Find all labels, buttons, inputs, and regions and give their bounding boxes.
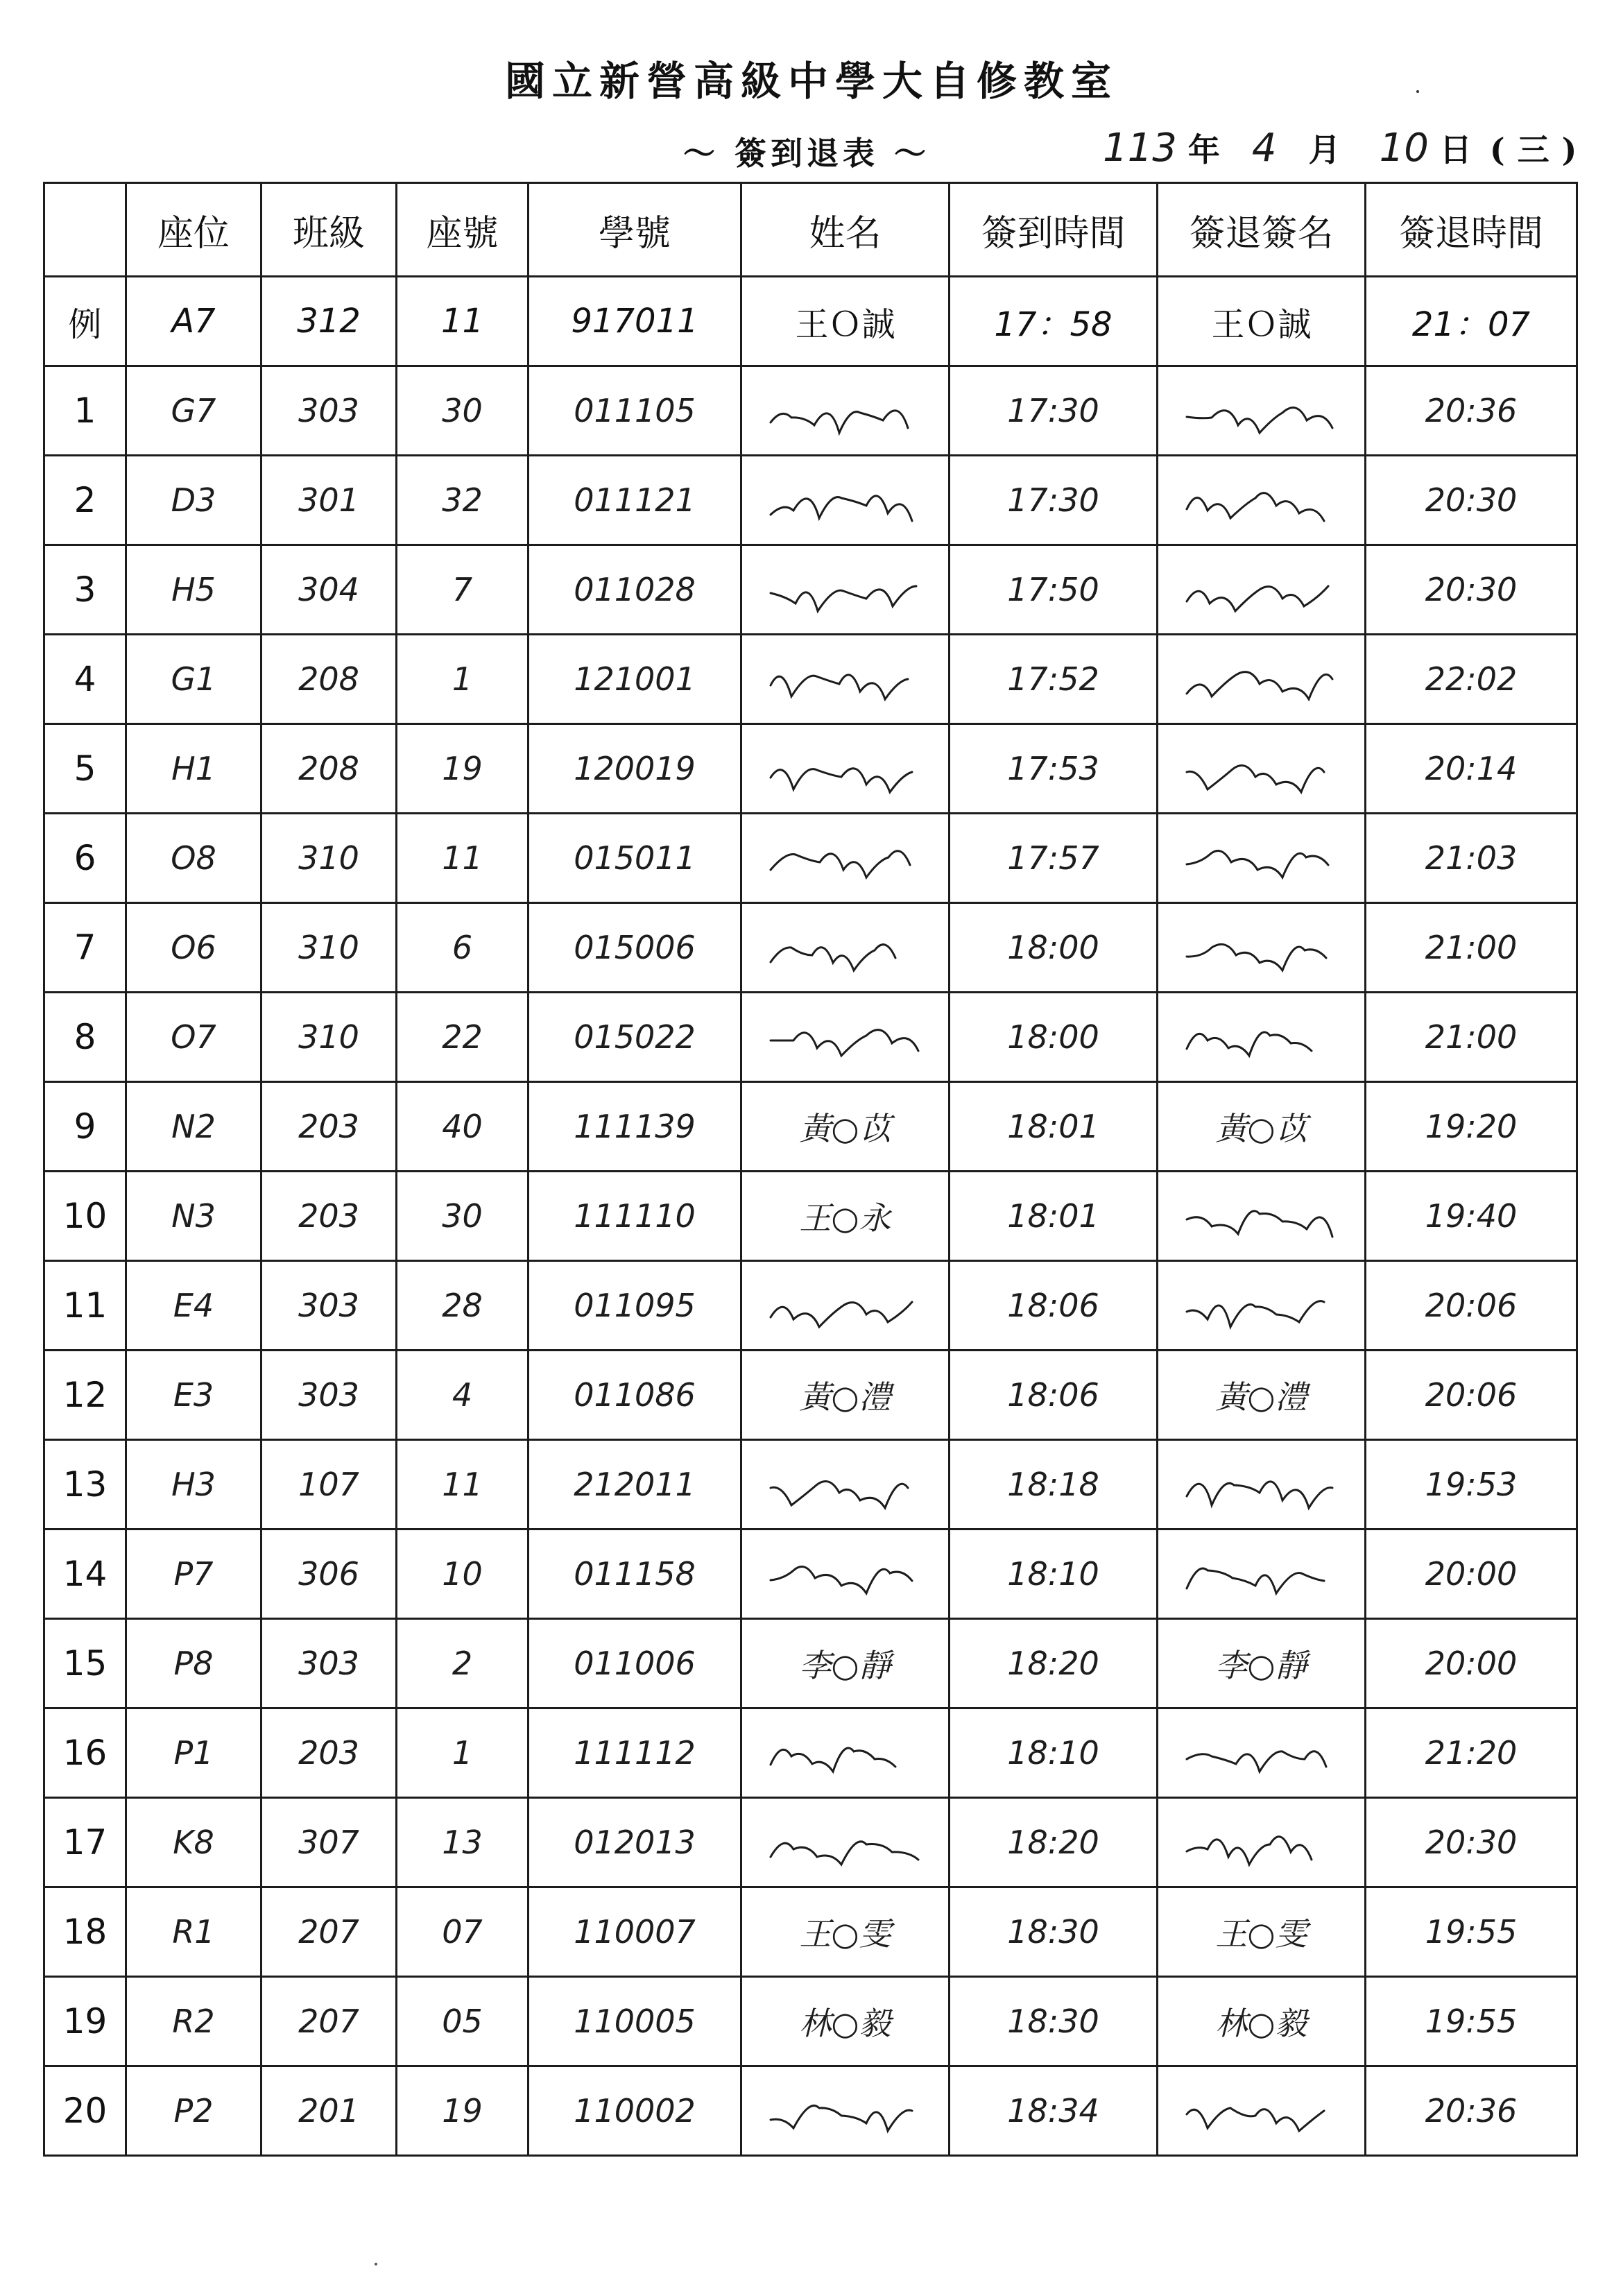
checkin-time-cell: 18:01 bbox=[950, 1172, 1158, 1261]
student-id-cell: 110002 bbox=[529, 2066, 741, 2156]
form-subtitle: ～ 簽到退表 ～ bbox=[683, 135, 931, 172]
student-id-cell: 011158 bbox=[529, 1530, 741, 1619]
checkout-time-cell: 19:55 bbox=[1366, 1977, 1577, 2066]
class-cell: 203 bbox=[261, 1082, 397, 1172]
example-label: 例 bbox=[44, 277, 126, 366]
date-day-suffix: 日 bbox=[1439, 131, 1472, 169]
student-id-cell: 110005 bbox=[529, 1977, 741, 2066]
row-number: 3 bbox=[44, 545, 126, 635]
seat-cell: O7 bbox=[126, 993, 261, 1082]
name-cell: 黃○苡 bbox=[741, 1082, 950, 1172]
signature-scribble bbox=[1178, 1274, 1345, 1337]
table-row bbox=[44, 545, 1577, 635]
checkout-signature-cell: 林○毅 bbox=[1158, 1977, 1366, 2066]
row-number: 20 bbox=[44, 2066, 126, 2156]
page-title: 國立新營高級中學大自修教室 bbox=[504, 58, 1118, 105]
checkout-time-cell: 19:55 bbox=[1366, 1887, 1577, 1977]
table-row bbox=[44, 1977, 1577, 2066]
seat-no-cell: 32 bbox=[397, 456, 529, 545]
student-id-cell: 012013 bbox=[529, 1798, 741, 1887]
class-cell: 303 bbox=[261, 1619, 397, 1708]
stray-dot bbox=[375, 2263, 377, 2265]
checkout-time-cell: 20:00 bbox=[1366, 1619, 1577, 1708]
name-signature-cell bbox=[741, 545, 950, 635]
checkout-time-cell: 20:06 bbox=[1366, 1351, 1577, 1440]
name-cell: 王○雯 bbox=[741, 1887, 950, 1977]
seat-no-cell: 19 bbox=[397, 2066, 529, 2156]
checkout-signature-cell bbox=[1158, 545, 1366, 635]
date-year-suffix: 年 bbox=[1187, 131, 1220, 169]
name-cell: 李○靜 bbox=[741, 1619, 950, 1708]
checkout-time-cell: 20:06 bbox=[1366, 1261, 1577, 1351]
example-checkin-time: 17：58 bbox=[950, 277, 1158, 366]
signature-scribble bbox=[762, 1274, 929, 1337]
date-weekday: (三) bbox=[1489, 131, 1590, 169]
signature-scribble bbox=[1178, 1722, 1345, 1784]
checkin-time-cell: 17:52 bbox=[950, 635, 1158, 724]
table-row bbox=[44, 366, 1577, 456]
seat-no-cell: 10 bbox=[397, 1530, 529, 1619]
seat-no-cell: 6 bbox=[397, 903, 529, 993]
row-number: 2 bbox=[44, 456, 126, 545]
checkout-time-cell: 19:40 bbox=[1366, 1172, 1577, 1261]
checkout-signature-cell bbox=[1158, 993, 1366, 1082]
name-signature-cell bbox=[741, 993, 950, 1082]
checkout-time-cell: 19:20 bbox=[1366, 1082, 1577, 1172]
example-student-id: 917011 bbox=[529, 277, 741, 366]
seat-cell: R2 bbox=[126, 1977, 261, 2066]
checkout-time-cell: 20:14 bbox=[1366, 724, 1577, 814]
student-id-cell: 011095 bbox=[529, 1261, 741, 1351]
table-row bbox=[44, 1798, 1577, 1887]
signature-scribble bbox=[1178, 1543, 1345, 1605]
seat-no-cell: 11 bbox=[397, 814, 529, 903]
class-cell: 203 bbox=[261, 1708, 397, 1798]
signature-scribble bbox=[1178, 558, 1345, 621]
header-student-id: 學號 bbox=[529, 183, 741, 277]
example-row bbox=[44, 277, 1577, 366]
row-number: 12 bbox=[44, 1351, 126, 1440]
checkin-time-cell: 18:00 bbox=[950, 993, 1158, 1082]
table-row bbox=[44, 2066, 1577, 2156]
class-cell: 310 bbox=[261, 993, 397, 1082]
student-id-cell: 015011 bbox=[529, 814, 741, 903]
student-id-cell: 011006 bbox=[529, 1619, 741, 1708]
student-id-cell: 011028 bbox=[529, 545, 741, 635]
name-signature-cell bbox=[741, 1708, 950, 1798]
signature-scribble bbox=[1178, 1811, 1345, 1874]
seat-no-cell: 22 bbox=[397, 993, 529, 1082]
seat-cell: P7 bbox=[126, 1530, 261, 1619]
table-header-row bbox=[44, 183, 1577, 277]
checkin-time-cell: 18:20 bbox=[950, 1619, 1158, 1708]
class-cell: 303 bbox=[261, 366, 397, 456]
table-row bbox=[44, 1619, 1577, 1708]
example-seat: A7 bbox=[126, 277, 261, 366]
name-cell: 王○永 bbox=[741, 1172, 950, 1261]
class-cell: 303 bbox=[261, 1261, 397, 1351]
signature-scribble bbox=[1178, 1185, 1345, 1247]
checkin-time-cell: 18:06 bbox=[950, 1261, 1158, 1351]
seat-no-cell: 40 bbox=[397, 1082, 529, 1172]
checkout-signature-cell: 黃○澧 bbox=[1158, 1351, 1366, 1440]
table-row bbox=[44, 1530, 1577, 1619]
signature-scribble bbox=[1178, 1453, 1345, 1516]
signature-scribble bbox=[1178, 737, 1345, 800]
seat-no-cell: 30 bbox=[397, 1172, 529, 1261]
seat-no-cell: 11 bbox=[397, 1440, 529, 1530]
table-row bbox=[44, 1351, 1577, 1440]
signin-table bbox=[43, 182, 1578, 2157]
row-number: 7 bbox=[44, 903, 126, 993]
table-row bbox=[44, 1708, 1577, 1798]
seat-cell: P2 bbox=[126, 2066, 261, 2156]
student-id-cell: 111139 bbox=[529, 1082, 741, 1172]
class-cell: 310 bbox=[261, 814, 397, 903]
checkout-signature-cell bbox=[1158, 814, 1366, 903]
seat-no-cell: 13 bbox=[397, 1798, 529, 1887]
class-cell: 306 bbox=[261, 1530, 397, 1619]
date-month-suffix: 月 bbox=[1308, 131, 1341, 169]
checkout-time-cell: 20:30 bbox=[1366, 1798, 1577, 1887]
seat-cell: N3 bbox=[126, 1172, 261, 1261]
row-number: 1 bbox=[44, 366, 126, 456]
student-id-cell: 015006 bbox=[529, 903, 741, 993]
signature-scribble bbox=[762, 648, 929, 710]
checkout-signature-cell bbox=[1158, 1708, 1366, 1798]
student-id-cell: 212011 bbox=[529, 1440, 741, 1530]
seat-no-cell: 4 bbox=[397, 1351, 529, 1440]
seat-cell: G7 bbox=[126, 366, 261, 456]
seat-cell: E3 bbox=[126, 1351, 261, 1440]
seat-no-cell: 19 bbox=[397, 724, 529, 814]
row-number: 14 bbox=[44, 1530, 126, 1619]
seat-cell: O6 bbox=[126, 903, 261, 993]
checkin-time-cell: 18:30 bbox=[950, 1887, 1158, 1977]
seat-no-cell: 07 bbox=[397, 1887, 529, 1977]
checkin-time-cell: 18:00 bbox=[950, 903, 1158, 993]
signature-scribble bbox=[762, 469, 929, 531]
name-signature-cell bbox=[741, 724, 950, 814]
date-month: 4 bbox=[1251, 126, 1277, 171]
checkin-time-cell: 18:18 bbox=[950, 1440, 1158, 1530]
class-cell: 303 bbox=[261, 1351, 397, 1440]
seat-no-cell: 05 bbox=[397, 1977, 529, 2066]
class-cell: 304 bbox=[261, 545, 397, 635]
seat-cell: O8 bbox=[126, 814, 261, 903]
checkin-time-cell: 17:57 bbox=[950, 814, 1158, 903]
signature-scribble bbox=[1178, 2080, 1345, 2142]
checkin-time-cell: 18:30 bbox=[950, 1977, 1158, 2066]
row-number: 9 bbox=[44, 1082, 126, 1172]
stray-dot bbox=[1416, 90, 1419, 93]
checkin-time-cell: 17:50 bbox=[950, 545, 1158, 635]
seat-cell: H3 bbox=[126, 1440, 261, 1530]
signature-scribble bbox=[1178, 827, 1345, 889]
name-signature-cell bbox=[741, 1530, 950, 1619]
signature-scribble bbox=[762, 1006, 929, 1068]
class-cell: 207 bbox=[261, 1887, 397, 1977]
student-id-cell: 110007 bbox=[529, 1887, 741, 1977]
name-signature-cell bbox=[741, 1798, 950, 1887]
checkout-signature-cell bbox=[1158, 724, 1366, 814]
student-id-cell: 120019 bbox=[529, 724, 741, 814]
row-number: 15 bbox=[44, 1619, 126, 1708]
checkout-signature-cell bbox=[1158, 635, 1366, 724]
table-row bbox=[44, 1887, 1577, 1977]
student-id-cell: 121001 bbox=[529, 635, 741, 724]
example-checkout-signature: 王Ｏ誠 bbox=[1158, 277, 1366, 366]
table-row bbox=[44, 1172, 1577, 1261]
student-id-cell: 015022 bbox=[529, 993, 741, 1082]
checkin-time-cell: 17:30 bbox=[950, 456, 1158, 545]
checkout-time-cell: 21:03 bbox=[1366, 814, 1577, 903]
checkout-time-cell: 19:53 bbox=[1366, 1440, 1577, 1530]
row-number: 6 bbox=[44, 814, 126, 903]
row-number: 19 bbox=[44, 1977, 126, 2066]
signature-scribble bbox=[762, 1543, 929, 1605]
signature-scribble bbox=[762, 379, 929, 442]
example-checkout-time: 21：07 bbox=[1366, 277, 1577, 366]
checkin-time-cell: 17:30 bbox=[950, 366, 1158, 456]
signature-scribble bbox=[762, 916, 929, 979]
table-row bbox=[44, 903, 1577, 993]
row-number: 10 bbox=[44, 1172, 126, 1261]
checkin-time-cell: 17:53 bbox=[950, 724, 1158, 814]
class-cell: 208 bbox=[261, 724, 397, 814]
class-cell: 203 bbox=[261, 1172, 397, 1261]
table-row bbox=[44, 724, 1577, 814]
row-number: 17 bbox=[44, 1798, 126, 1887]
signature-scribble bbox=[1178, 1006, 1345, 1068]
name-signature-cell bbox=[741, 1261, 950, 1351]
date-day: 10 bbox=[1379, 126, 1429, 171]
row-number: 4 bbox=[44, 635, 126, 724]
signature-scribble bbox=[762, 737, 929, 800]
name-signature-cell bbox=[741, 2066, 950, 2156]
checkout-signature-cell bbox=[1158, 1172, 1366, 1261]
seat-cell: K8 bbox=[126, 1798, 261, 1887]
name-signature-cell bbox=[741, 1440, 950, 1530]
name-signature-cell bbox=[741, 903, 950, 993]
class-cell: 207 bbox=[261, 1977, 397, 2066]
checkin-time-cell: 18:20 bbox=[950, 1798, 1158, 1887]
student-id-cell: 011121 bbox=[529, 456, 741, 545]
seat-no-cell: 28 bbox=[397, 1261, 529, 1351]
header-checkin-time: 簽到時間 bbox=[950, 183, 1158, 277]
name-signature-cell bbox=[741, 814, 950, 903]
student-id-cell: 111112 bbox=[529, 1708, 741, 1798]
row-number: 18 bbox=[44, 1887, 126, 1977]
checkout-time-cell: 20:30 bbox=[1366, 456, 1577, 545]
checkin-time-cell: 18:06 bbox=[950, 1351, 1158, 1440]
name-signature-cell bbox=[741, 635, 950, 724]
signature-scribble bbox=[1178, 379, 1345, 442]
checkout-signature-cell: 李○靜 bbox=[1158, 1619, 1366, 1708]
checkout-signature-cell bbox=[1158, 1798, 1366, 1887]
form-date bbox=[1103, 125, 1589, 171]
class-cell: 310 bbox=[261, 903, 397, 993]
signature-scribble bbox=[762, 2080, 929, 2142]
seat-no-cell: 7 bbox=[397, 545, 529, 635]
checkout-signature-cell bbox=[1158, 903, 1366, 993]
example-seat-no: 11 bbox=[397, 277, 529, 366]
checkout-time-cell: 20:00 bbox=[1366, 1530, 1577, 1619]
checkout-signature-cell bbox=[1158, 1530, 1366, 1619]
table-row bbox=[44, 456, 1577, 545]
checkin-time-cell: 18:10 bbox=[950, 1530, 1158, 1619]
table-row bbox=[44, 993, 1577, 1082]
checkin-time-cell: 18:01 bbox=[950, 1082, 1158, 1172]
signature-scribble bbox=[762, 1811, 929, 1874]
signature-scribble bbox=[762, 558, 929, 621]
checkout-signature-cell: 黃○苡 bbox=[1158, 1082, 1366, 1172]
student-id-cell: 011105 bbox=[529, 366, 741, 456]
checkout-signature-cell: 王○雯 bbox=[1158, 1887, 1366, 1977]
seat-cell: P8 bbox=[126, 1619, 261, 1708]
seat-no-cell: 1 bbox=[397, 1708, 529, 1798]
checkout-signature-cell bbox=[1158, 1440, 1366, 1530]
signature-scribble bbox=[1178, 916, 1345, 979]
class-cell: 107 bbox=[261, 1440, 397, 1530]
seat-cell: N2 bbox=[126, 1082, 261, 1172]
header-checkout-time: 簽退時間 bbox=[1366, 183, 1577, 277]
student-id-cell: 111110 bbox=[529, 1172, 741, 1261]
name-signature-cell bbox=[741, 366, 950, 456]
header-corner bbox=[44, 183, 126, 277]
header-checkout-signature: 簽退簽名 bbox=[1158, 183, 1366, 277]
seat-cell: P1 bbox=[126, 1708, 261, 1798]
checkout-signature-cell bbox=[1158, 2066, 1366, 2156]
seat-cell: R1 bbox=[126, 1887, 261, 1977]
checkout-time-cell: 21:00 bbox=[1366, 903, 1577, 993]
seat-cell: G1 bbox=[126, 635, 261, 724]
signature-scribble bbox=[1178, 648, 1345, 710]
seat-cell: E4 bbox=[126, 1261, 261, 1351]
table-row bbox=[44, 1261, 1577, 1351]
signature-scribble bbox=[1178, 469, 1345, 531]
header-class: 班級 bbox=[261, 183, 397, 277]
seat-no-cell: 1 bbox=[397, 635, 529, 724]
name-cell: 黃○澧 bbox=[741, 1351, 950, 1440]
example-name: 王Ｏ誠 bbox=[741, 277, 950, 366]
seat-no-cell: 30 bbox=[397, 366, 529, 456]
row-number: 16 bbox=[44, 1708, 126, 1798]
row-number: 13 bbox=[44, 1440, 126, 1530]
seat-cell: D3 bbox=[126, 456, 261, 545]
row-number: 11 bbox=[44, 1261, 126, 1351]
header-name: 姓名 bbox=[741, 183, 950, 277]
checkout-time-cell: 21:20 bbox=[1366, 1708, 1577, 1798]
checkout-time-cell: 20:30 bbox=[1366, 545, 1577, 635]
checkout-time-cell: 22:02 bbox=[1366, 635, 1577, 724]
checkout-signature-cell bbox=[1158, 456, 1366, 545]
date-year: 113 bbox=[1103, 126, 1177, 171]
row-number: 8 bbox=[44, 993, 126, 1082]
student-id-cell: 011086 bbox=[529, 1351, 741, 1440]
checkout-time-cell: 20:36 bbox=[1366, 366, 1577, 456]
table-row bbox=[44, 635, 1577, 724]
table-row bbox=[44, 1082, 1577, 1172]
class-cell: 201 bbox=[261, 2066, 397, 2156]
class-cell: 208 bbox=[261, 635, 397, 724]
signature-scribble bbox=[762, 1722, 929, 1784]
class-cell: 307 bbox=[261, 1798, 397, 1887]
example-class: 312 bbox=[261, 277, 397, 366]
checkout-time-cell: 21:00 bbox=[1366, 993, 1577, 1082]
checkin-time-cell: 18:10 bbox=[950, 1708, 1158, 1798]
row-number: 5 bbox=[44, 724, 126, 814]
checkout-signature-cell bbox=[1158, 366, 1366, 456]
table-row bbox=[44, 814, 1577, 903]
signature-scribble bbox=[762, 827, 929, 889]
name-signature-cell bbox=[741, 456, 950, 545]
seat-cell: H1 bbox=[126, 724, 261, 814]
seat-no-cell: 2 bbox=[397, 1619, 529, 1708]
class-cell: 301 bbox=[261, 456, 397, 545]
checkin-time-cell: 18:34 bbox=[950, 2066, 1158, 2156]
signature-scribble bbox=[762, 1453, 929, 1516]
seat-cell: H5 bbox=[126, 545, 261, 635]
header-seat: 座位 bbox=[126, 183, 261, 277]
table-row bbox=[44, 1440, 1577, 1530]
name-cell: 林○毅 bbox=[741, 1977, 950, 2066]
checkout-time-cell: 20:36 bbox=[1366, 2066, 1577, 2156]
header-seat-no: 座號 bbox=[397, 183, 529, 277]
checkout-signature-cell bbox=[1158, 1261, 1366, 1351]
